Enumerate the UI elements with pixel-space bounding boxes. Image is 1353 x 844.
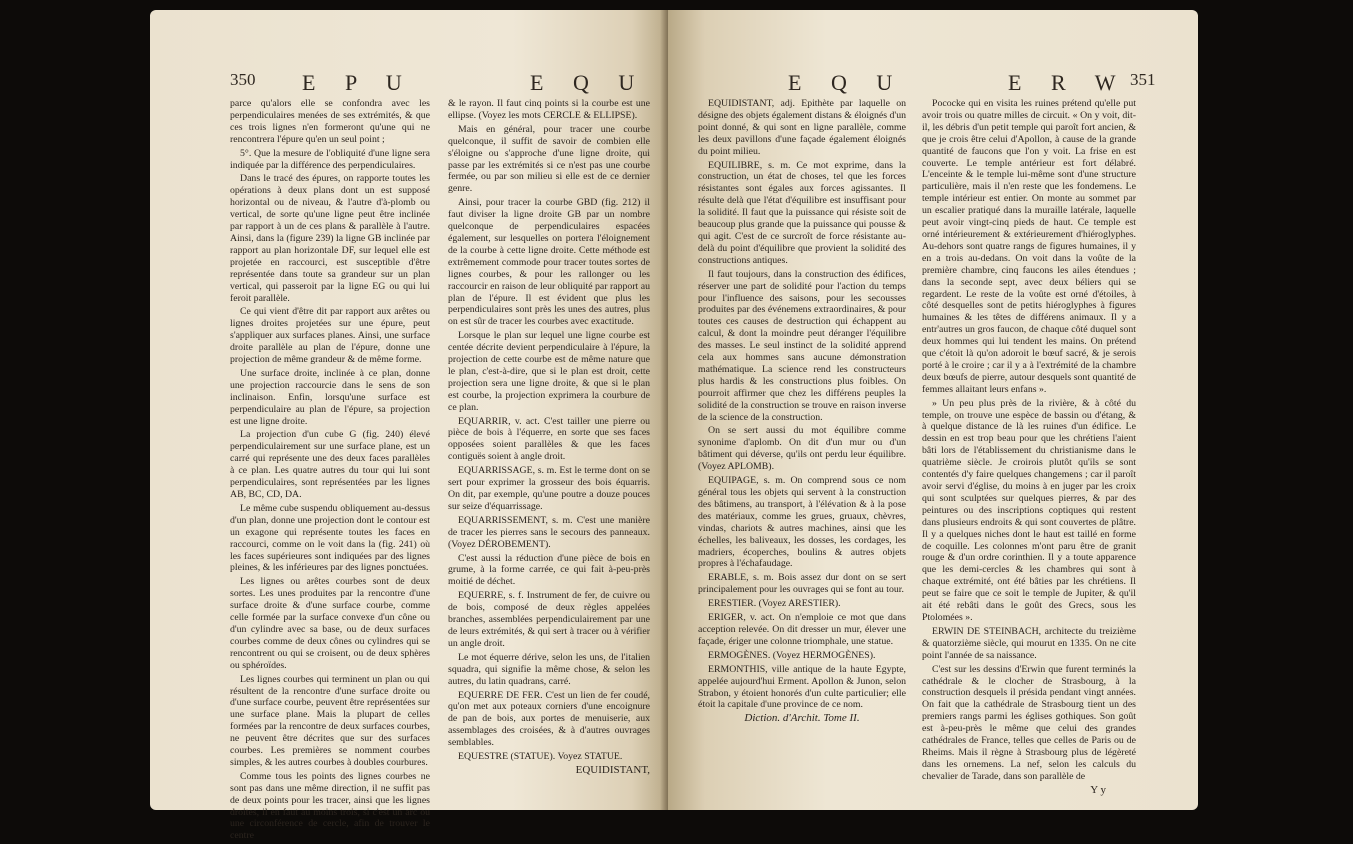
entry-equarrissement: EQUARRISSEMENT, s. m. C'est une manière de tracer les pierres sans le secours des panneaux. (Voyez DÉROBEMENT). xyxy=(448,514,650,550)
running-head-right: E R W xyxy=(1008,70,1128,95)
paragraph: On se sert aussi du mot équilibre comme synonime d'aplomb. On dit d'un mur ou d'un bâtiment qui déverse, qu'ils ont perdu leur équilibre. (Voyez APLOMB). xyxy=(698,425,906,473)
paragraph: Comme tous les points des lignes courbes ne sont pas dans une même direction, il ne suffit pas de deux points pour les tracer, ainsi que les lignes droites, il en faut au moins trois, si c'est un arc ou une circonférence de cercle, afin de trouver le centre xyxy=(230,770,430,842)
paragraph: & le rayon. Il faut cinq points si la courbe est une ellipse. (Voyez les mots CERCLE & ELLIPSE). xyxy=(448,98,650,121)
left-running-head xyxy=(230,70,650,95)
entry-erable: ERABLE, s. m. Bois assez dur dont on se sert principalement pour les ouvrages qui se font au tour. xyxy=(698,572,906,596)
entry-equarrissage: EQUARRISSAGE, s. m. Est le terme dont on se sert pour exprimer la grosseur des bois équarris. On dit, par exemple, qu'une poutre a douze pouces sur seize d'équarrissage. xyxy=(448,465,650,512)
right-running-head xyxy=(698,70,1158,95)
paragraph: Mais en général, pour tracer une courbe quelconque, il suffit de savoir de combien elle s'éloigne ou s'approche d'une ligne droite, qui passe par les extrémités si ce n'est pas une courbe fermée, ou par son milieu si elle est de ce dernier genre. xyxy=(448,123,650,195)
paragraph: Pococke qui en visita les ruines prétend qu'elle put avoir trois ou quatre milles de circuit. « On y voit, dit-il, les débris d'un petit temple qui paroît fort ancien, & que je crois être celui d'Apollon, à cause de la grande quantité de faucons que l'on y voit. La frise en est couverte. Le temple antérieur est fort délabré. L'enceinte & le temple lui-même sont d'une structure particulière, mais il n'en reste que les fondemens. Le temple intérieur est entier. On monte au sommet par un escalier pratiqué dans la muraille latérale, laquelle peut avoir vingt-cinq pieds de haut. Ce temple est orné intérieurement & extérieurement d'hiéroglyphes. Au-dehors sont quatre rangs de figures humaines, il y en a trois au-dedans. On voit dans la voûte de la première chambre, cinq faucons les ailes étendues ; dans la seconde sept, avec deux béliers qui se regardent. Le reste de la voûte est orné d'étoiles, à côté desquelles sont de petits hiéroglyphes à figures humaines & les têtes de différens animaux. Il y a entr'autres un gros faucon, de chaque côté duquel sont deux hommes qui lui tendent les mains. On prétend que c'étoit là qu'on adoroit le bœuf sacré, & je serois porté à le croire ; car il y a à l'extrémité de la chambre deux bœufs de pierre, autour desquels sont quantité de femmes allaitant leurs enfans ». xyxy=(922,98,1136,395)
paragraph: La projection d'un cube G (fig. 240) élevé perpendiculairement sur une surface plane, est un carré qui représente une des deux faces parallèles à ce plan. Les quatre autres du tour qui lui sont perpendiculaires, sont représentées par les lignes AB, BC, CD, DA. xyxy=(230,429,430,500)
entry-equipage: EQUIPAGE, s. m. On comprend sous ce nom général tous les objets qui servent à la construction des bâtimens, au transport, à l'élévation & à la pose des matériaux, comme les grues, gruaux, chèvres, vindas, chariots & autres machines, ainsi que les échelles, les baliveaux, les dosses, les cordages, les madriers, écoperches, boulins & autres objets propres à l'échafaudage. xyxy=(698,475,906,570)
paragraph: 5°. Que la mesure de l'obliquité d'une ligne sera indiquée par la différence des perpendiculaires. xyxy=(230,147,430,171)
paragraph: Le même cube suspendu obliquement au-dessus d'un plan, donne une projection dont le contour est un exagone qui représente toutes les faces en raccourci, comme on le voit dans la (fig. 241) où les faces supérieures sont indiquées par des lignes pleines, & les inférieures par des lignes ponctuées. xyxy=(230,502,430,574)
paragraph: Dans le tracé des épures, on rapporte toutes les opérations à deux plans dont un est supposé horizontal ou de niveau, & l'autre d'à-plomb ou vertical, de sorte qu'une ligne peut être inclinée par rapport à un de ces plans & parallèle à l'autre. Ainsi, dans la (figure 239) la ligne GB inclinée par rapport au plan horizontale DF, sur lequel elle est projetée en raccourci, est susceptible d'être représentée dans toute sa grandeur sur un plan vertical, qui passeroit par la ligne EG ou qui lui feroit parallèle. xyxy=(230,173,430,304)
entry-equerre: EQUERRE, s. f. Instrument de fer, de cuivre ou de bois, composé de deux règles appelées branches, assemblées perpendiculairement par une de leurs extrémités, & qui sert à tracer ou à vérifier un angle droit. xyxy=(448,590,650,649)
paragraph: » Un peu plus près de la rivière, & à côté du temple, on trouve une espèce de bassin ou d'étang, & à quelque distance de là les ruines d'un édifice. Le dessin en est trop beau pour que les chrétiens l'aient bâti lors de l'établissement du christianisme dans le quatrième siècle. Je croirois plutôt qu'ils se sont contentés d'y faire quelques changemens ; car il paroît avoir servi d'église, du moins à en juger par les croix qui sont sculptées sur quelques pierres, & par des peintures ou des inscriptions coptiques qui restent dans plusieurs endroits & qui sont couvertes de plâtre. Il y a quelques niches dont le haut est taillé en forme de coquille. Les colonnes m'ont paru être de granit rouge & d'un ordre corinthien. Il y a toute apparence que les demi-cercles & les chambres qui sont à chaque extrémité, ont été bâties par les chrétiens. Il peut se faire que ce soit le temple de Jupiter, & qu'il ait été rebâti dans le goût des Grecs, sous les Ptolomées ». xyxy=(922,397,1136,623)
paragraph: Le mot équerre dérive, selon les uns, de l'italien squadra, qui signifie la même chose, & selon les autres, du latin quadrans, carré. xyxy=(448,651,650,687)
right-page-column-1 xyxy=(698,98,906,725)
entry-equarrir: EQUARRIR, v. act. C'est tailler une pierre ou pièce de bois à l'équerre, en sorte que ses faces opposées soient parallèles & que les faces contiguës soient à angle droit. xyxy=(448,415,650,463)
running-head-left: E Q U xyxy=(788,70,905,95)
page-number: 350 xyxy=(230,70,256,89)
page-number: 351 xyxy=(1130,70,1156,89)
paragraph: parce qu'alors elle se confondra avec les perpendiculaires menées de ses extrémités, & que ces trois lignes n'en formeront qu'une qui ne rencontrera l'épure qu'en un seul point ; xyxy=(230,98,430,145)
entry-equerre-de-fer: EQUERRE DE FER. C'est un lien de fer coudé, qu'on met aux poteaux corniers d'une encoignure de pan de bois, aux portes de menuiserie, aux assemblages des croisées, & à d'autres ouvrages semblables. xyxy=(448,689,650,749)
entry-equilibre: EQUILIBRE, s. m. Ce mot exprime, dans la construction, un état de choses, tel que les forces résistantes sont égales aux forces agissantes. Il résulte delà que l'état d'équilibre est insuffisant pour la solidité. Il faut que la puissance qui résiste soit de beaucoup plus grande que la puissance qui pousse & qui agit. C'est de ce surcroît de force résistante au-delà du point d'équilibre que provient la solidité des constructions antiques. xyxy=(698,159,906,266)
left-page xyxy=(150,10,668,842)
entry-ermogenes: ERMOGÈNES. (Voyez HERMOGÈNES). xyxy=(708,649,876,661)
entry-equestre: EQUESTRE (STATUE). Voyez STATUE. xyxy=(458,751,623,763)
paragraph: Les lignes courbes qui terminent un plan ou qui résultent de la rencontre d'une surface droite ou d'une surface courbe, peuvent être représentées sur une surface plane. Mais la plupart de celles formées par la rencontre de deux surfaces courbes, ne peuvent être décrites que sur des surfaces courbes. Les premières se nomment courbes simples, & les autres courbes à doubles courbures. xyxy=(230,673,430,768)
paragraph: C'est sur les dessins d'Erwin que furent terminés la cathédrale & le clocher de Strasbourg, à la construction desquels il présida pendant vingt années. On fait que la cathédrale de Strasbourg tient un des premiers rangs parmi les églises gothiques. Son goût est à-peu-près le même que celui des grandes cathédrales de France, telles que celles de Paris ou de Rheims. Mais il règne à Strasbourg plus de légèreté dans les ornemens. La nef, selon les calculs du chevalier de Tarade, dans son parallèle de xyxy=(922,663,1136,782)
paragraph: Les lignes ou arêtes courbes sont de deux sortes. Les unes produites par la rencontre d'une surface droite & d'une surface courbe, comme celle formée par la surface convexe d'un cône ou d'un cylindre avec sa base, ou de deux surfaces courbes comme de deux cônes ou cylindres qui se rencontrent ou qui se croisent, ou de deux sphères ou sphéroïdes. xyxy=(230,576,430,671)
catchword: EQUIDISTANT, xyxy=(575,763,650,776)
right-page xyxy=(668,10,1198,810)
entry-erestier: ERESTIER. (Voyez ARESTIER). xyxy=(708,598,841,610)
entry-equidistant: EQUIDISTANT, adj. Epithète par laquelle on désigne des objets également distans & éloignés d'un point donné, & qui sont en ligne parallèle, comme les deux pavillons d'une façade également éloignés du point milieu. xyxy=(698,98,906,157)
entry-eriger: ERIGER, v. act. On n'emploie ce mot que dans acception relevée. On dit dresser un mur, élever une façade, ériger une colonne triomphale, une statue. xyxy=(698,612,906,647)
left-page-column-1 xyxy=(230,98,430,844)
running-head-left: E P U xyxy=(302,70,414,95)
signature-mark: Y y xyxy=(1090,783,1106,796)
right-page-column-2 xyxy=(922,98,1136,797)
paragraph: Ce qui vient d'être dit par rapport aux arêtes ou lignes droites projetées sur une épure, peut s'appliquer aux surfaces planes. Ainsi, une surface droite parallèle au plan de l'épure, donne une projection de même grandeur & de même forme. xyxy=(230,306,430,366)
page-footer: Diction. d'Archit. Tome II. xyxy=(744,712,860,725)
left-page-column-2 xyxy=(448,98,650,777)
paragraph: Il faut toujours, dans la construction des édifices, réserver une part de solidité pour l'action du temps pour l'influence des saisons, pour les secousses produites par des événemens extraordinaires, & pour toutes ces causes de destruction qui échappent au calcul, & dont la moindre peut déranger l'équilibre des masses. Le seul instinct de la solidité apprend cela aux hommes sans aucune démonstration mathématique. La science rend les constructeurs plus hardis & les constructions plus foibles. On pourroit affirmer que chez les différens peuples la solidité de la construction se trouve en raison inverse de la science de la construction. xyxy=(698,268,906,423)
paragraph: Lorsque le plan sur lequel une ligne courbe est centée décrite devient perpendiculaire à l'épure, la projection de cette courbe est de même nature que le plan, c'est-à-dire, que si le plan est droit, cette projection sera une ligne droite, & que si le plan est courbe, la projection exprimera la courbure de ce plan. xyxy=(448,330,650,413)
paragraph: Une surface droite, inclinée à ce plan, donne une projection raccourcie dans le sens de son inclinaison. Enfin, lorsqu'une surface est perpendiculaire au plan de l'épure, sa projection est une ligne droite. xyxy=(230,367,430,427)
running-head-right: E Q U xyxy=(530,70,647,95)
entry-ermonthis: ERMONTHIS, ville antique de la haute Egypte, appelée aujourd'hui Erment. Apollon & Junon, selon Strabon, y étoient honorés d'un culte particulier; elle étoit la capitale d'une province de ce nom. xyxy=(698,663,906,711)
paragraph: Ainsi, pour tracer la courbe GBD (fig. 212) il faut diviser la ligne droite GB par un nombre quelconque de perpendiculaires espacées également, sur lesquelles on portera l'éloignement de la courbe à cette ligne droite. Cette méthode est extrêmement commode pour tracer toutes sortes de lignes courbes, & pour les rallonger ou les raccourcir en raison de leur obliquité par rapport au plan de l'épure. Il est évident que plus les perpendiculaires sont près les unes des autres, plus on est sûr de tracer les courbes avec exactitude. xyxy=(448,197,650,328)
paragraph: C'est aussi la réduction d'une pièce de bois en grume, à la forme carrée, ce qui fait à-peu-près moitié de déchet. xyxy=(448,552,650,588)
entry-erwin: ERWIN DE STEINBACH, architecte du treizième & quatorzième siècle, qui mourut en 1335. On ne cite point l'année de sa naissance. xyxy=(922,625,1136,661)
